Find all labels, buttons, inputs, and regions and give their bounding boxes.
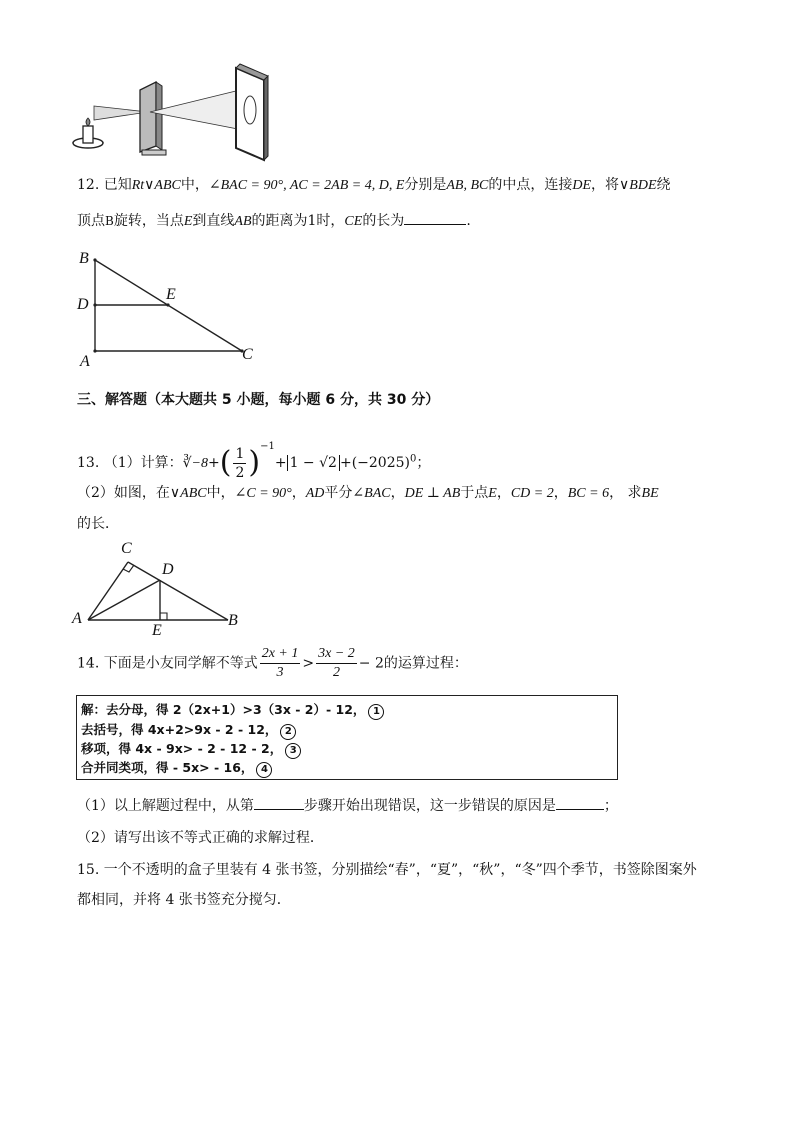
q13-text: 平分 xyxy=(324,485,353,501)
q13-text: （2）如图，在 xyxy=(77,485,170,501)
q13-text: ， 求 xyxy=(609,485,642,501)
cube-root-expr: ∛−8 xyxy=(182,456,208,471)
q14-sub1 xyxy=(77,795,618,816)
greater-than: > xyxy=(302,655,315,672)
q14-text: 的运算过程： xyxy=(383,655,468,672)
q14-text: 14. 下面是小友同学解不等式 xyxy=(77,655,258,672)
q12-text: 1 xyxy=(307,213,317,229)
q12-line2 xyxy=(77,210,471,232)
label-C: C xyxy=(242,346,253,363)
label-D: D xyxy=(77,296,89,313)
q12-line1 xyxy=(77,175,671,196)
pinhole-camera-figure xyxy=(68,60,273,165)
q13-part2-line1 xyxy=(77,483,659,504)
q12-math: ∠BAC = 90°, AC = 2AB = 4, D, E xyxy=(208,178,405,193)
label-D: D xyxy=(162,561,174,578)
step-number-circle: 2 xyxy=(280,724,296,740)
step-number-circle: 1 xyxy=(368,704,384,720)
step-number-circle: 3 xyxy=(285,743,301,759)
step-text: 去括号，得 4x+2>9x - 2 - 12， xyxy=(81,722,278,737)
q13-triangle-figure xyxy=(80,552,235,627)
plus-sign: + xyxy=(208,455,220,471)
q12-math: DE xyxy=(572,178,592,193)
fraction-denominator: 2 xyxy=(235,464,245,481)
rhs-tail: − 2 xyxy=(358,655,384,672)
q12-text: 旋转，当点 xyxy=(113,213,184,229)
q13-math: ∨ABC xyxy=(169,486,207,501)
q12-text: 绕 xyxy=(656,177,671,193)
lhs-fraction xyxy=(260,645,301,682)
q13-math: DE ⊥ AB xyxy=(404,486,461,501)
q13-math: BC = 6 xyxy=(567,486,610,501)
section-heading: 三、解答题（本大题共 5 小题，每小题 6 分，共 30 分） xyxy=(77,392,440,408)
label-A: A xyxy=(80,353,90,370)
q13-text: 于点 xyxy=(460,485,489,501)
label-E: E xyxy=(166,286,176,303)
q13-math: AD xyxy=(305,486,325,501)
q12-text: . xyxy=(466,213,471,229)
fraction-denominator: 2 xyxy=(332,665,340,680)
rhs-fraction xyxy=(316,645,357,682)
q13-math: ∠BAC xyxy=(352,486,391,501)
q12-text: 到直线 xyxy=(192,213,235,229)
fraction-numerator: 3x − 2 xyxy=(316,645,357,664)
q14-stem xyxy=(77,645,468,682)
q12-text: 中， xyxy=(180,177,209,193)
q12-text: 12. 已知 xyxy=(77,177,132,193)
fraction-denominator: 3 xyxy=(276,665,284,680)
q12-text: B xyxy=(105,214,114,228)
q12-math: ∨BDE xyxy=(619,178,657,193)
q12-text: 分别是 xyxy=(404,177,447,193)
step-row xyxy=(81,700,384,720)
q12-triangle-figure xyxy=(90,255,250,360)
step-row xyxy=(81,720,296,740)
step-number-circle: 4 xyxy=(256,762,272,778)
answer-blank[interactable] xyxy=(556,795,604,810)
step-text: 解：去分母，得 2（2x+1）>3（3x - 2）- 12， xyxy=(81,702,366,717)
plus-sign: + xyxy=(339,455,352,471)
q13-math: CD = 2 xyxy=(510,486,554,501)
paren-expr: (−2025) xyxy=(351,455,410,471)
q12-math: CE xyxy=(344,214,363,229)
step-text: 合并同类项，得 - 5x> - 16， xyxy=(81,760,254,775)
q13-text: ； xyxy=(416,455,431,471)
q13-math: ∠C = 90° xyxy=(234,486,292,501)
q12-text: 的长为 xyxy=(362,213,405,229)
exponent: −1 xyxy=(260,441,275,452)
q14-sub2: （2）请写出该不等式正确的求解过程． xyxy=(77,830,324,846)
plus-sign: + xyxy=(274,455,287,471)
fraction-numerator: 1 xyxy=(235,445,245,462)
paren-right: ) xyxy=(248,445,261,480)
abs-value: 1 − √2 xyxy=(287,455,340,471)
q12-text: ，将 xyxy=(591,177,620,193)
q13-math: E xyxy=(488,486,497,501)
label-E: E xyxy=(152,622,162,639)
q13-part2-line2: 的长． xyxy=(77,516,119,532)
q13-text: ， xyxy=(390,485,405,501)
q15-line1: 15. 一个不透明的盒子里装有 4 张书签，分别描绘“春”，“夏”，“秋”，“冬”四个季节，书签除图案外 xyxy=(77,862,697,878)
q15-line2: 都相同，并将 4 张书签充分搅匀． xyxy=(77,892,291,908)
fraction-half xyxy=(233,445,246,482)
q12-math: E xyxy=(183,214,193,229)
q12-text: 时， xyxy=(316,213,345,229)
label-C: C xyxy=(121,540,132,557)
q12-text: 的距离为 xyxy=(251,213,308,229)
label-B: B xyxy=(228,612,238,629)
q12-text: 顶点 xyxy=(77,213,105,229)
q13-math: BE xyxy=(641,486,659,501)
answer-blank[interactable] xyxy=(404,210,466,225)
q13-text: 中， xyxy=(206,485,235,501)
q12-text: 的中点，连接 xyxy=(488,177,573,193)
q12-math: AB xyxy=(234,214,252,229)
label-B: B xyxy=(79,250,89,267)
q14-text: ； xyxy=(603,798,618,814)
q13-part1 xyxy=(77,438,430,482)
step-row xyxy=(81,739,301,759)
q13-text: ， xyxy=(496,485,511,501)
q12-math: AB, BC xyxy=(446,178,489,193)
q14-text: （1）以上解题过程中，从第 xyxy=(77,798,254,814)
fraction-numerator: 2x + 1 xyxy=(260,645,301,664)
step-row xyxy=(81,758,272,778)
q13-text: ， xyxy=(553,485,568,501)
q13-text: 13. （1）计算： xyxy=(77,455,183,471)
q13-text: ， xyxy=(291,485,306,501)
solution-steps-box xyxy=(76,695,618,780)
exponent: 0 xyxy=(409,453,417,465)
q14-text: 步骤开始出现错误，这一步错误的原因是 xyxy=(303,798,556,814)
answer-blank[interactable] xyxy=(254,795,304,810)
q12-math: Rt∨ABC xyxy=(131,178,181,193)
paren-left: ( xyxy=(219,445,232,480)
step-text: 移项，得 4x - 9x> - 2 - 12 - 2， xyxy=(81,741,283,756)
label-A: A xyxy=(72,610,82,627)
